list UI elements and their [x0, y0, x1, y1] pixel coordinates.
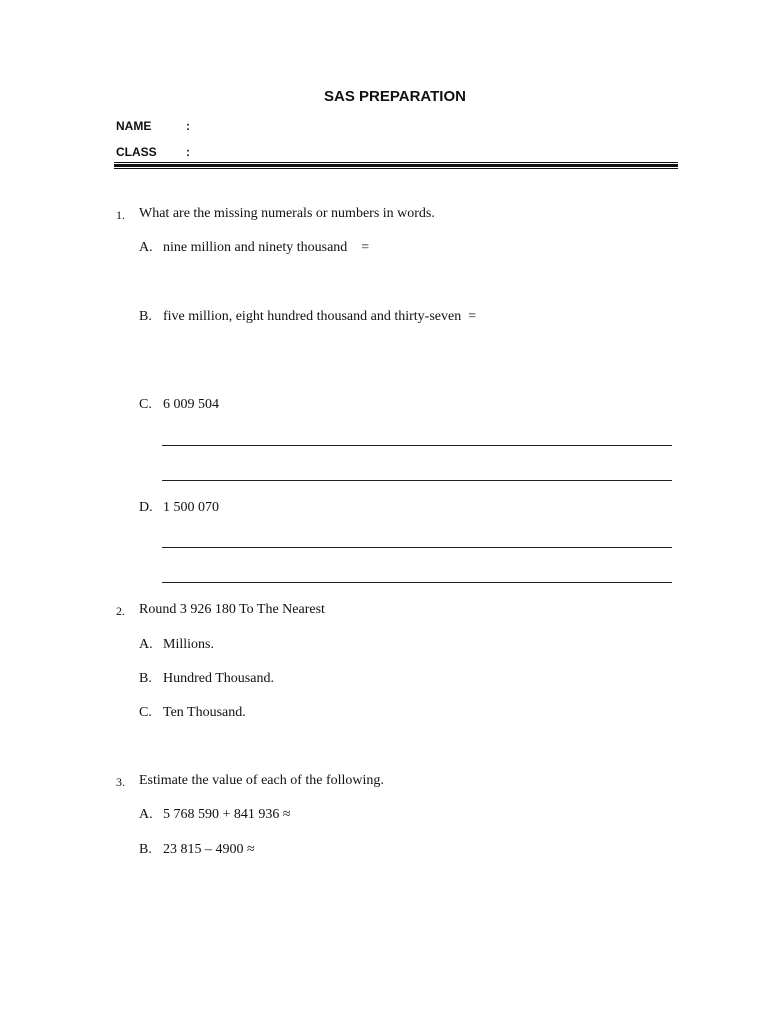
header-rule-middle — [114, 164, 678, 167]
question-3-option-b-letter: B. — [139, 842, 152, 857]
question-1-option-c-text: 6 009 504 — [163, 397, 219, 412]
question-2-text: Round 3 926 180 To The Nearest — [139, 602, 325, 617]
answer-line[interactable] — [162, 547, 672, 548]
question-2-option-c-text: Ten Thousand. — [163, 705, 246, 720]
question-1-option-a-letter: A. — [139, 240, 153, 255]
question-2-option-a-letter: A. — [139, 637, 153, 652]
question-3-option-b-text: 23 815 – 4900 ≈ — [163, 842, 255, 857]
page-title: SAS PREPARATION — [324, 88, 466, 105]
header-rule-bottom — [114, 168, 678, 169]
question-2-number: 2. — [116, 604, 125, 618]
question-3-option-a-text: 5 768 590 + 841 936 ≈ — [163, 807, 291, 822]
question-1-option-b-letter: B. — [139, 309, 152, 324]
class-colon: : — [186, 145, 190, 159]
question-1-number: 1. — [116, 208, 125, 222]
question-2-option-a-text: Millions. — [163, 637, 214, 652]
answer-line[interactable] — [162, 582, 672, 583]
question-1-option-c-letter: C. — [139, 397, 152, 412]
name-label: NAME — [116, 119, 152, 133]
question-1-option-a-text: nine million and ninety thousand = — [163, 240, 370, 255]
question-1-option-d-text: 1 500 070 — [163, 500, 219, 515]
name-colon: : — [186, 119, 190, 133]
question-1-text: What are the missing numerals or numbers in words. — [139, 206, 435, 221]
header-rule-top — [114, 162, 678, 163]
question-3-number: 3. — [116, 775, 125, 789]
question-2-option-b-text: Hundred Thousand. — [163, 671, 274, 686]
answer-line[interactable] — [162, 480, 672, 481]
class-label: CLASS — [116, 145, 157, 159]
question-3-option-a-letter: A. — [139, 807, 153, 822]
question-2-option-c-letter: C. — [139, 705, 152, 720]
question-1-option-d-letter: D. — [139, 500, 153, 515]
question-3-text: Estimate the value of each of the following. — [139, 773, 384, 788]
question-2-option-b-letter: B. — [139, 671, 152, 686]
answer-line[interactable] — [162, 445, 672, 446]
question-1-option-b-text: five million, eight hundred thousand and thirty-seven = — [163, 309, 477, 324]
